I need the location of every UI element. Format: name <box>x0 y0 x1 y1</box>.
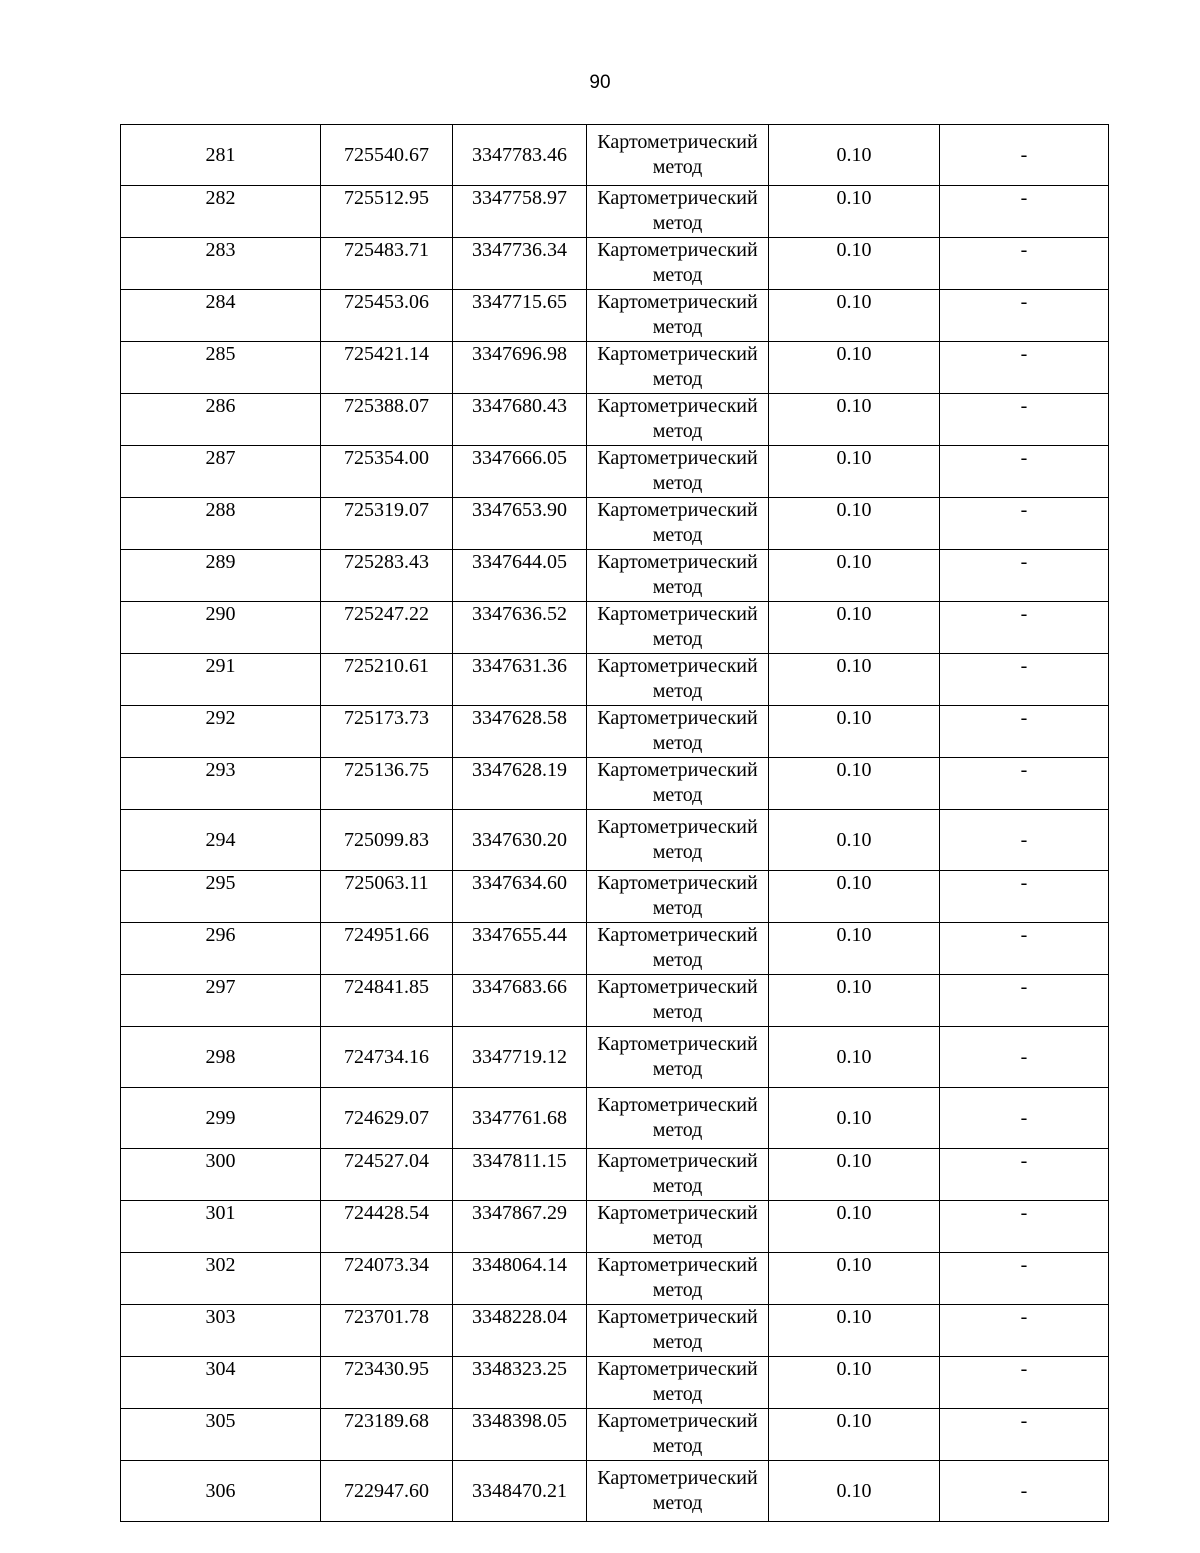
y-coordinate-cell: 3347636.52 <box>453 602 587 654</box>
note-cell: - <box>940 290 1109 342</box>
y-coordinate-cell: 3347653.90 <box>453 498 587 550</box>
accuracy-cell: 0.10 <box>769 342 940 394</box>
x-coordinate-cell: 724951.66 <box>321 923 453 975</box>
point-number-cell: 296 <box>121 923 321 975</box>
method-cell: Картометрический метод <box>587 1305 769 1357</box>
method-cell: Картометрический метод <box>587 290 769 342</box>
accuracy-cell: 0.10 <box>769 758 940 810</box>
note-cell: - <box>940 654 1109 706</box>
y-coordinate-cell: 3347680.43 <box>453 394 587 446</box>
method-cell: Картометрический метод <box>587 394 769 446</box>
accuracy-cell: 0.10 <box>769 810 940 871</box>
x-coordinate-cell: 725099.83 <box>321 810 453 871</box>
y-coordinate-cell: 3348323.25 <box>453 1357 587 1409</box>
x-coordinate-cell: 725210.61 <box>321 654 453 706</box>
table-row <box>121 1027 1109 1088</box>
x-coordinate-cell: 725063.11 <box>321 871 453 923</box>
note-cell: - <box>940 342 1109 394</box>
accuracy-cell: 0.10 <box>769 238 940 290</box>
point-number-cell: 289 <box>121 550 321 602</box>
method-cell: Картометрический метод <box>587 186 769 238</box>
y-coordinate-cell: 3348470.21 <box>453 1461 587 1522</box>
method-cell: Картометрический метод <box>587 975 769 1027</box>
note-cell: - <box>940 810 1109 871</box>
y-coordinate-cell: 3347758.97 <box>453 186 587 238</box>
table-row <box>121 342 1109 394</box>
method-cell: Картометрический метод <box>587 1461 769 1522</box>
y-coordinate-cell: 3348398.05 <box>453 1409 587 1461</box>
point-number-cell: 306 <box>121 1461 321 1522</box>
y-coordinate-cell: 3347811.15 <box>453 1149 587 1201</box>
point-number-cell: 298 <box>121 1027 321 1088</box>
x-coordinate-cell: 725453.06 <box>321 290 453 342</box>
note-cell: - <box>940 498 1109 550</box>
table-row <box>121 602 1109 654</box>
y-coordinate-cell: 3347683.66 <box>453 975 587 1027</box>
x-coordinate-cell: 725319.07 <box>321 498 453 550</box>
accuracy-cell: 0.10 <box>769 706 940 758</box>
x-coordinate-cell: 725354.00 <box>321 446 453 498</box>
note-cell: - <box>940 1357 1109 1409</box>
y-coordinate-cell: 3347631.36 <box>453 654 587 706</box>
table-row <box>121 186 1109 238</box>
method-cell: Картометрический метод <box>587 498 769 550</box>
table-row <box>121 394 1109 446</box>
note-cell: - <box>940 871 1109 923</box>
table-row <box>121 923 1109 975</box>
point-number-cell: 293 <box>121 758 321 810</box>
point-number-cell: 305 <box>121 1409 321 1461</box>
method-cell: Картометрический метод <box>587 923 769 975</box>
accuracy-cell: 0.10 <box>769 1461 940 1522</box>
accuracy-cell: 0.10 <box>769 1149 940 1201</box>
method-cell: Картометрический метод <box>587 1201 769 1253</box>
y-coordinate-cell: 3347666.05 <box>453 446 587 498</box>
table-row <box>121 1305 1109 1357</box>
table-row <box>121 550 1109 602</box>
table-row <box>121 238 1109 290</box>
coordinates-table-body <box>121 125 1109 1522</box>
note-cell: - <box>940 446 1109 498</box>
table-row <box>121 758 1109 810</box>
y-coordinate-cell: 3347628.58 <box>453 706 587 758</box>
note-cell: - <box>940 1027 1109 1088</box>
method-cell: Картометрический метод <box>587 238 769 290</box>
note-cell: - <box>940 1253 1109 1305</box>
point-number-cell: 286 <box>121 394 321 446</box>
point-number-cell: 301 <box>121 1201 321 1253</box>
x-coordinate-cell: 724734.16 <box>321 1027 453 1088</box>
accuracy-cell: 0.10 <box>769 602 940 654</box>
y-coordinate-cell: 3348228.04 <box>453 1305 587 1357</box>
point-number-cell: 284 <box>121 290 321 342</box>
x-coordinate-cell: 725283.43 <box>321 550 453 602</box>
note-cell: - <box>940 602 1109 654</box>
y-coordinate-cell: 3348064.14 <box>453 1253 587 1305</box>
x-coordinate-cell: 725173.73 <box>321 706 453 758</box>
y-coordinate-cell: 3347628.19 <box>453 758 587 810</box>
note-cell: - <box>940 923 1109 975</box>
method-cell: Картометрический метод <box>587 758 769 810</box>
x-coordinate-cell: 724073.34 <box>321 1253 453 1305</box>
note-cell: - <box>940 1201 1109 1253</box>
x-coordinate-cell: 725421.14 <box>321 342 453 394</box>
table-row <box>121 290 1109 342</box>
method-cell: Картометрический метод <box>587 654 769 706</box>
accuracy-cell: 0.10 <box>769 550 940 602</box>
point-number-cell: 285 <box>121 342 321 394</box>
y-coordinate-cell: 3347719.12 <box>453 1027 587 1088</box>
note-cell: - <box>940 1149 1109 1201</box>
table-row <box>121 810 1109 871</box>
accuracy-cell: 0.10 <box>769 290 940 342</box>
y-coordinate-cell: 3347783.46 <box>453 125 587 186</box>
method-cell: Картометрический метод <box>587 1409 769 1461</box>
y-coordinate-cell: 3347867.29 <box>453 1201 587 1253</box>
x-coordinate-cell: 723189.68 <box>321 1409 453 1461</box>
point-number-cell: 303 <box>121 1305 321 1357</box>
x-coordinate-cell: 722947.60 <box>321 1461 453 1522</box>
table-row <box>121 1149 1109 1201</box>
y-coordinate-cell: 3347634.60 <box>453 871 587 923</box>
method-cell: Картометрический метод <box>587 602 769 654</box>
method-cell: Картометрический метод <box>587 342 769 394</box>
coordinates-table <box>120 124 1109 1522</box>
point-number-cell: 304 <box>121 1357 321 1409</box>
accuracy-cell: 0.10 <box>769 1305 940 1357</box>
table-row <box>121 706 1109 758</box>
page-number: 90 <box>589 72 611 93</box>
accuracy-cell: 0.10 <box>769 186 940 238</box>
accuracy-cell: 0.10 <box>769 1201 940 1253</box>
method-cell: Картометрический метод <box>587 1253 769 1305</box>
x-coordinate-cell: 725247.22 <box>321 602 453 654</box>
method-cell: Картометрический метод <box>587 871 769 923</box>
point-number-cell: 302 <box>121 1253 321 1305</box>
accuracy-cell: 0.10 <box>769 654 940 706</box>
note-cell: - <box>940 125 1109 186</box>
method-cell: Картометрический метод <box>587 125 769 186</box>
point-number-cell: 292 <box>121 706 321 758</box>
method-cell: Картометрический метод <box>587 1149 769 1201</box>
table-row <box>121 871 1109 923</box>
note-cell: - <box>940 186 1109 238</box>
point-number-cell: 297 <box>121 975 321 1027</box>
x-coordinate-cell: 725483.71 <box>321 238 453 290</box>
y-coordinate-cell: 3347761.68 <box>453 1088 587 1149</box>
x-coordinate-cell: 724428.54 <box>321 1201 453 1253</box>
accuracy-cell: 0.10 <box>769 394 940 446</box>
point-number-cell: 288 <box>121 498 321 550</box>
method-cell: Картометрический метод <box>587 810 769 871</box>
method-cell: Картометрический метод <box>587 1027 769 1088</box>
x-coordinate-cell: 725512.95 <box>321 186 453 238</box>
accuracy-cell: 0.10 <box>769 975 940 1027</box>
point-number-cell: 287 <box>121 446 321 498</box>
point-number-cell: 295 <box>121 871 321 923</box>
accuracy-cell: 0.10 <box>769 1357 940 1409</box>
accuracy-cell: 0.10 <box>769 1027 940 1088</box>
note-cell: - <box>940 758 1109 810</box>
table-row <box>121 1253 1109 1305</box>
note-cell: - <box>940 550 1109 602</box>
note-cell: - <box>940 1461 1109 1522</box>
x-coordinate-cell: 723701.78 <box>321 1305 453 1357</box>
x-coordinate-cell: 725136.75 <box>321 758 453 810</box>
accuracy-cell: 0.10 <box>769 125 940 186</box>
y-coordinate-cell: 3347715.65 <box>453 290 587 342</box>
point-number-cell: 282 <box>121 186 321 238</box>
note-cell: - <box>940 238 1109 290</box>
note-cell: - <box>940 1088 1109 1149</box>
note-cell: - <box>940 706 1109 758</box>
note-cell: - <box>940 394 1109 446</box>
method-cell: Картометрический метод <box>587 550 769 602</box>
table-row <box>121 125 1109 186</box>
table-row <box>121 1461 1109 1522</box>
table-row <box>121 446 1109 498</box>
table-row <box>121 1357 1109 1409</box>
table-row <box>121 1409 1109 1461</box>
method-cell: Картометрический метод <box>587 1088 769 1149</box>
table-row <box>121 1201 1109 1253</box>
method-cell: Картометрический метод <box>587 446 769 498</box>
point-number-cell: 291 <box>121 654 321 706</box>
accuracy-cell: 0.10 <box>769 446 940 498</box>
x-coordinate-cell: 724527.04 <box>321 1149 453 1201</box>
method-cell: Картометрический метод <box>587 706 769 758</box>
point-number-cell: 283 <box>121 238 321 290</box>
x-coordinate-cell: 724841.85 <box>321 975 453 1027</box>
y-coordinate-cell: 3347736.34 <box>453 238 587 290</box>
point-number-cell: 281 <box>121 125 321 186</box>
accuracy-cell: 0.10 <box>769 1409 940 1461</box>
point-number-cell: 300 <box>121 1149 321 1201</box>
method-cell: Картометрический метод <box>587 1357 769 1409</box>
accuracy-cell: 0.10 <box>769 498 940 550</box>
y-coordinate-cell: 3347696.98 <box>453 342 587 394</box>
accuracy-cell: 0.10 <box>769 1088 940 1149</box>
note-cell: - <box>940 975 1109 1027</box>
accuracy-cell: 0.10 <box>769 1253 940 1305</box>
x-coordinate-cell: 725540.67 <box>321 125 453 186</box>
table-row <box>121 975 1109 1027</box>
x-coordinate-cell: 724629.07 <box>321 1088 453 1149</box>
table-row <box>121 654 1109 706</box>
note-cell: - <box>940 1305 1109 1357</box>
y-coordinate-cell: 3347655.44 <box>453 923 587 975</box>
accuracy-cell: 0.10 <box>769 871 940 923</box>
table-row <box>121 498 1109 550</box>
point-number-cell: 290 <box>121 602 321 654</box>
note-cell: - <box>940 1409 1109 1461</box>
x-coordinate-cell: 723430.95 <box>321 1357 453 1409</box>
accuracy-cell: 0.10 <box>769 923 940 975</box>
point-number-cell: 294 <box>121 810 321 871</box>
y-coordinate-cell: 3347644.05 <box>453 550 587 602</box>
x-coordinate-cell: 725388.07 <box>321 394 453 446</box>
point-number-cell: 299 <box>121 1088 321 1149</box>
y-coordinate-cell: 3347630.20 <box>453 810 587 871</box>
table-row <box>121 1088 1109 1149</box>
